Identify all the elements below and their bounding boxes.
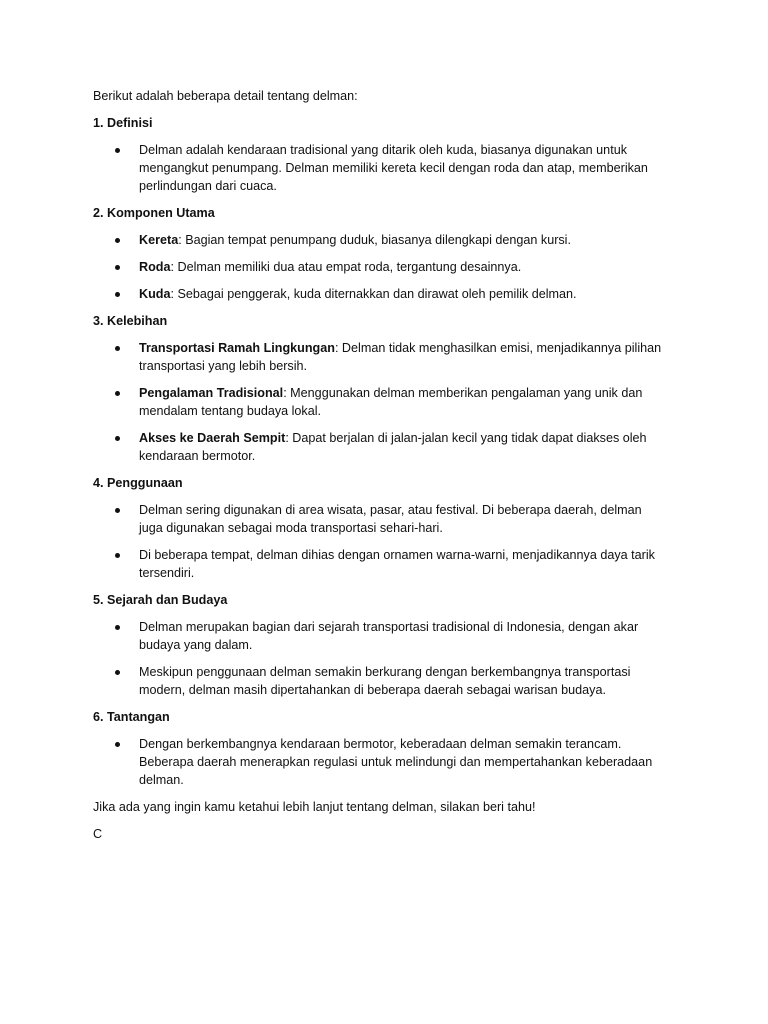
list-item (93, 663, 693, 699)
list-item (93, 618, 693, 654)
bullet-icon (115, 141, 121, 159)
list-item (93, 546, 693, 582)
item-term: Roda (139, 260, 171, 274)
item-line (139, 663, 693, 681)
item-text: : Delman tidak menghasilkan emisi, menjadikannya pilihan (334, 341, 662, 355)
item-line (139, 735, 693, 753)
item-line (139, 159, 693, 177)
section-heading: 6. Tantangan (93, 710, 170, 724)
item-line (139, 546, 693, 564)
bullet-icon (115, 429, 121, 447)
document-body (93, 87, 693, 843)
item-line (139, 519, 693, 537)
item-term: Kuda (139, 287, 171, 301)
item-text: : Dapat berjalan di jalan-jalan kecil yang tidak dapat diakses oleh (285, 431, 647, 445)
section-heading: 5. Sejarah dan Budaya (93, 593, 228, 607)
item-line (139, 564, 693, 582)
bullet-icon (115, 339, 121, 357)
item-text: : Sebagai penggerak, kuda diternakkan dan dirawat oleh pemilik delman. (170, 287, 577, 301)
item-text: mengangkut penumpang. Delman memiliki kereta kecil dengan roda dan atap, memberikan (139, 161, 648, 175)
list-item (93, 429, 693, 465)
item-text: delman. (139, 773, 184, 787)
item-line (139, 384, 693, 402)
section-heading: 2. Komponen Utama (93, 206, 215, 220)
list-item (93, 285, 693, 303)
item-term: Pengalaman Tradisional (139, 386, 284, 400)
item-term: Kereta (139, 233, 179, 247)
bullet-icon (115, 735, 121, 753)
item-text: kendaraan bermotor. (139, 449, 256, 463)
list-item (93, 384, 693, 420)
item-term: Akses ke Daerah Sempit (139, 431, 286, 445)
item-term: Transportasi Ramah Lingkungan (139, 341, 335, 355)
closing-text: Jika ada yang ingin kamu ketahui lebih lanjut tentang delman, silakan beri tahu! (93, 800, 536, 814)
item-text: transportasi yang lebih bersih. (139, 359, 308, 373)
item-text: modern, delman masih dipertahankan di beberapa daerah sebagai warisan budaya. (139, 683, 606, 697)
list-item (93, 339, 693, 375)
bullet-list (93, 339, 693, 465)
section-heading: 3. Kelebihan (93, 314, 168, 328)
bullet-list (93, 501, 693, 582)
item-text: Delman merupakan bagian dari sejarah transportasi tradisional di Indonesia, dengan akar (139, 620, 639, 634)
bullet-icon (115, 663, 121, 681)
item-text: Dengan berkembangnya kendaraan bermotor, keberadaan delman semakin terancam. (139, 737, 622, 751)
item-text: Delman adalah kendaraan tradisional yang ditarik oleh kuda, biasanya digunakan untuk (139, 143, 627, 157)
list-item (93, 231, 693, 249)
item-line (139, 357, 693, 375)
bullet-icon (115, 231, 121, 249)
item-line (139, 501, 693, 519)
section-heading: 4. Penggunaan (93, 476, 183, 490)
bullet-list (93, 141, 693, 195)
item-text: mendalam tentang budaya lokal. (139, 404, 322, 418)
item-text: : Menggunakan delman memberikan pengalaman yang unik dan (283, 386, 643, 400)
list-item (93, 735, 693, 789)
item-text: tersendiri. (139, 566, 195, 580)
item-line (139, 771, 693, 789)
intro-text: Berikut adalah beberapa detail tentang delman: (93, 89, 358, 103)
bullet-icon (115, 501, 121, 519)
item-line (139, 177, 693, 195)
item-line (139, 402, 693, 420)
item-line (139, 618, 693, 636)
item-text: Delman sering digunakan di area wisata, pasar, atau festival. Di beberapa daerah, delman (139, 503, 642, 517)
item-text: : Delman memiliki dua atau empat roda, tergantung desainnya. (170, 260, 522, 274)
item-text: Meskipun penggunaan delman semakin berkurang dengan berkembangnya transportasi (139, 665, 631, 679)
item-text: Di beberapa tempat, delman dihias dengan ornamen warna-warni, menjadikannya daya tarik (139, 548, 655, 562)
section-heading: 1. Definisi (93, 116, 153, 130)
item-text: Beberapa daerah menerapkan regulasi untuk melindungi dan mempertahankan keberadaan (139, 755, 653, 769)
bullet-icon (115, 546, 121, 564)
bullet-list (93, 231, 693, 303)
bullet-icon (115, 618, 121, 636)
item-line (139, 339, 693, 357)
list-item (93, 258, 693, 276)
item-line (139, 753, 693, 771)
item-line (139, 258, 693, 276)
bullet-list (93, 618, 693, 699)
bullet-icon (115, 285, 121, 303)
item-text: juga digunakan sebagai moda transportasi sehari-hari. (139, 521, 443, 535)
bullet-icon (115, 384, 121, 402)
item-line (139, 429, 693, 447)
item-line (139, 636, 693, 654)
trailing-text: C (93, 827, 103, 841)
list-item (93, 141, 693, 195)
item-line (139, 681, 693, 699)
item-line (139, 231, 693, 249)
bullet-list (93, 735, 693, 789)
bullet-icon (115, 258, 121, 276)
item-line (139, 447, 693, 465)
item-text: budaya yang dalam. (139, 638, 253, 652)
item-text: : Bagian tempat penumpang duduk, biasanya dilengkapi dengan kursi. (178, 233, 571, 247)
item-line (139, 285, 693, 303)
item-text: perlindungan dari cuaca. (139, 179, 277, 193)
list-item (93, 501, 693, 537)
sections-container (93, 114, 693, 789)
item-line (139, 141, 693, 159)
